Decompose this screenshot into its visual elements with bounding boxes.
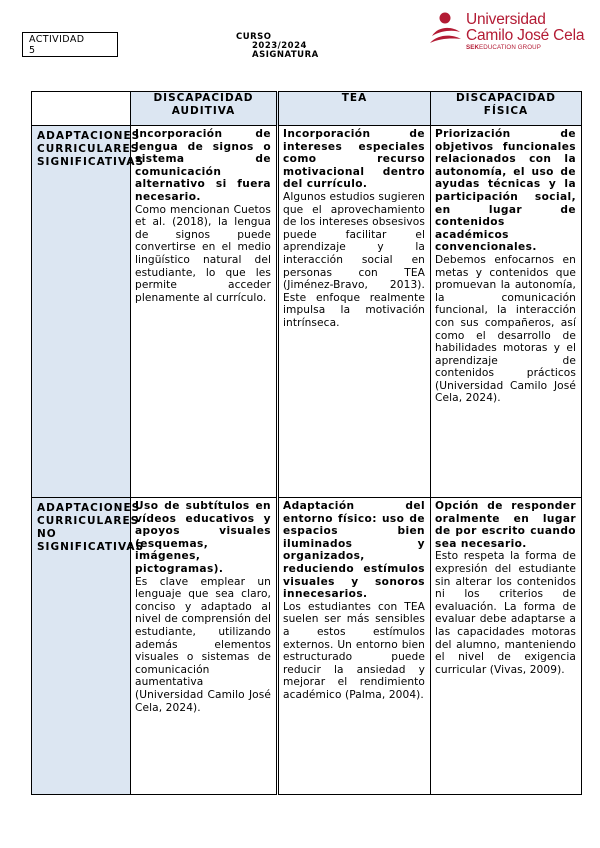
university-logo-icon xyxy=(430,12,462,46)
university-logo xyxy=(430,10,585,55)
course-year: 2023/2024 xyxy=(252,41,307,51)
logo-name-line2: Camilo José Cela xyxy=(466,27,585,44)
cell-bold-text: Incorporación de lengua de signos o sistema de comunicación alternativo si fuera necesario. xyxy=(135,128,271,203)
row-label-significativas: ADAPTACIONES CURRICULARES SIGNIFICATIVAS xyxy=(32,126,131,498)
activity-box xyxy=(22,32,118,57)
cell-body-text: Es clave emplear un lenguaje que sea claro, conciso y adaptado al nivel de comprensión del estudiante, utilizando además elementos visuales o sistemas de comunicación aumentativa (Universidad Camilo José Cela, 2024). xyxy=(135,575,271,714)
cell-no-significativas-auditiva xyxy=(131,498,278,795)
column-header-auditiva: DISCAPACIDAD AUDITIVA xyxy=(131,92,278,126)
table-row xyxy=(32,126,582,498)
cell-body-text: Los estudiantes con TEA suelen ser más sensibles a estos estímulos externos. Un entorno bien estructurado puede reducir la ansiedad y mejorar el rendimiento académico (Palma, 2004). xyxy=(283,600,425,701)
column-header-fisica: DISCAPACIDAD FÍSICA xyxy=(431,92,582,126)
cell-bold-text: Uso de subtítulos en vídeos educativos y apoyos visuales (esquemas, imágenes, pictogramas). xyxy=(135,500,271,575)
table-header-row xyxy=(32,92,582,126)
subject-label: ASIGNATURA xyxy=(252,50,319,60)
adaptations-table xyxy=(31,91,582,795)
cell-body-text: Debemos enfocarnos en metas y contenidos que promuevan la autonomía, la comunicación funcional, la interacción con sus compañeros, así como el desarrollo de habilidades motoras y el aprendizaje de contenidos prácticos (Universidad Camilo José Cela, 2024). xyxy=(435,253,576,405)
cell-bold-text: Priorización de objetivos funcionales relacionados con la autonomía, el uso de ayudas técnicas y la participación social, en lugar de contenidos académicos convencionales. xyxy=(435,128,576,254)
logo-group xyxy=(466,44,541,51)
activity-label: ACTIVIDAD xyxy=(29,34,85,45)
logo-name-line1: Universidad xyxy=(466,11,546,28)
column-header-tea: TEA xyxy=(278,92,431,126)
logo-group-rest: EDUCATION GROUP xyxy=(479,44,541,51)
table-corner xyxy=(32,92,131,126)
course-info xyxy=(236,33,319,60)
cell-body-text: Como mencionan Cuetos et al. (2018), la lengua de signos puede convertirse en el medio lingüístico natural del estudiante, lo que les permite acceder plenamente al currículo. xyxy=(135,203,271,304)
course-label: CURSO xyxy=(236,32,272,42)
row-label-no-significativas: ADAPTACIONES CURRICULARES NO SIGNIFICATIVAS xyxy=(32,498,131,795)
cell-bold-text: Adaptación del entorno físico: uso de espacios bien iluminados y organizados, reduciendo estímulos visuales y sonoros innecesarios. xyxy=(283,500,425,601)
cell-no-significativas-fisica xyxy=(431,498,582,795)
cell-body-text: Algunos estudios sugieren que el aprovechamiento de los intereses obsesivos puede facilitar el aprendizaje y la interacción social en personas con TEA (Jiménez-Bravo, 2013). Este enfoque realmente impulsa la motivación intrínseca. xyxy=(283,190,425,329)
cell-significativas-tea xyxy=(278,126,431,498)
cell-bold-text: Incorporación de intereses especiales como recurso motivacional dentro del currículo. xyxy=(283,128,425,191)
activity-number: 5 xyxy=(29,45,36,56)
logo-group-bold: SEK xyxy=(466,44,480,51)
cell-body-text: Esto respeta la forma de expresión del estudiante sin alterar los contenidos ni los criterios de evaluación. La forma de evaluar debe adaptarse a las capacidades motoras del alumno, manteniendo el nivel de exigencia curricular (Vivas, 2009). xyxy=(435,550,576,676)
cell-significativas-auditiva xyxy=(131,126,278,498)
cell-significativas-fisica xyxy=(431,126,582,498)
cell-no-significativas-tea xyxy=(278,498,431,795)
table-row xyxy=(32,498,582,795)
cell-bold-text: Opción de responder oralmente en lugar de por escrito cuando sea necesario. xyxy=(435,500,576,550)
